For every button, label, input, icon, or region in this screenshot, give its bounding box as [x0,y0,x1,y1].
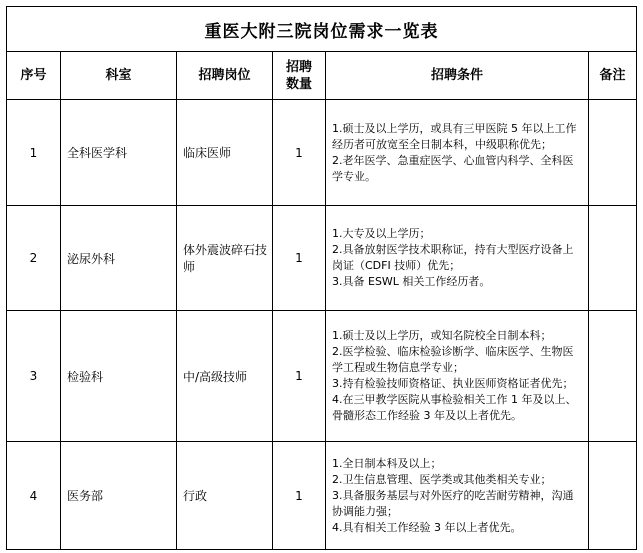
requirement-line: 2.具备放射医学技术职称证，持有大型医疗设备上岗证（CDFI 技师）优先； [332,243,574,272]
cell-no: 1 [7,100,61,206]
cell-remark [589,206,637,311]
cell-position: 行政 [177,442,273,550]
cell-no: 3 [7,311,61,442]
requirement-line: 3.具备服务基层与对外医疗的吃苦耐劳精神，沟通协调能力强； [332,488,574,518]
table-row [7,311,637,442]
requirement-line: 2.老年医学、急重症医学、心血管内科学、全科医学专业。 [332,153,574,183]
header-requirements: 招聘条件 [326,52,589,100]
cell-dept: 医务部 [61,442,177,550]
table-row [7,100,637,206]
cell-requirements [326,442,589,550]
header-count-line2: 数量 [285,76,312,92]
table-title: 重医大附三院岗位需求一览表 [7,7,637,52]
cell-remark [589,311,637,442]
requirement-line: 3.持有检验技师资格证、执业医师资格证者优先； [332,377,574,390]
cell-count: 1 [273,311,326,442]
cell-dept: 检验科 [61,311,177,442]
cell-no: 2 [7,206,61,311]
cell-requirements [326,311,589,442]
cell-requirements [326,100,589,206]
cell-dept: 泌尿外科 [61,206,177,311]
header-dept: 科室 [61,52,177,100]
cell-position: 中/高级技师 [177,311,273,442]
header-count-line1: 招聘 [285,59,312,75]
requirement-line: 2.卫生信息管理、医学类或其他类相关专业； [332,472,552,486]
requirement-line: 4.具有相关工作经验 3 年以上者优先。 [332,520,522,534]
requirement-line: 1.全日制本科及以上； [332,456,442,470]
cell-position: 体外震波碎石技师 [177,206,273,311]
cell-requirements [326,206,589,311]
cell-count: 1 [273,206,326,311]
header-no: 序号 [7,52,61,100]
cell-count: 1 [273,100,326,206]
requirement-line: 1.大专及以上学历； [332,227,431,240]
requirement-line: 3.具备 ESWL 相关工作经历者。 [332,275,491,288]
cell-no: 4 [7,442,61,550]
requirement-line: 1.硕士及以上学历，或知名院校全日制本科； [332,329,552,342]
header-remark: 备注 [589,52,637,100]
cell-position: 临床医师 [177,100,273,206]
cell-remark [589,100,637,206]
job-requirements-sheet [6,6,636,547]
cell-count: 1 [273,442,326,550]
requirement-line: 2.医学检验、临床检验诊断学、临床医学、生物医学工程或生物信息学专业； [332,345,574,374]
table-row [7,442,637,550]
requirement-line: 1.硕士及以上学历，或具有三甲医院 5 年以上工作经历者可放宽至全日制本科，中级职称优先； [332,121,577,151]
header-position: 招聘岗位 [177,52,273,100]
requirements-table [6,6,637,550]
header-count [273,52,326,100]
requirement-line: 4.在三甲教学医院从事检验相关工作 1 年及以上、骨髓形态工作经验 3 年及以上者优先。 [332,393,577,422]
header-row [7,52,637,100]
cell-remark [589,442,637,550]
cell-dept: 全科医学科 [61,100,177,206]
table-row [7,206,637,311]
